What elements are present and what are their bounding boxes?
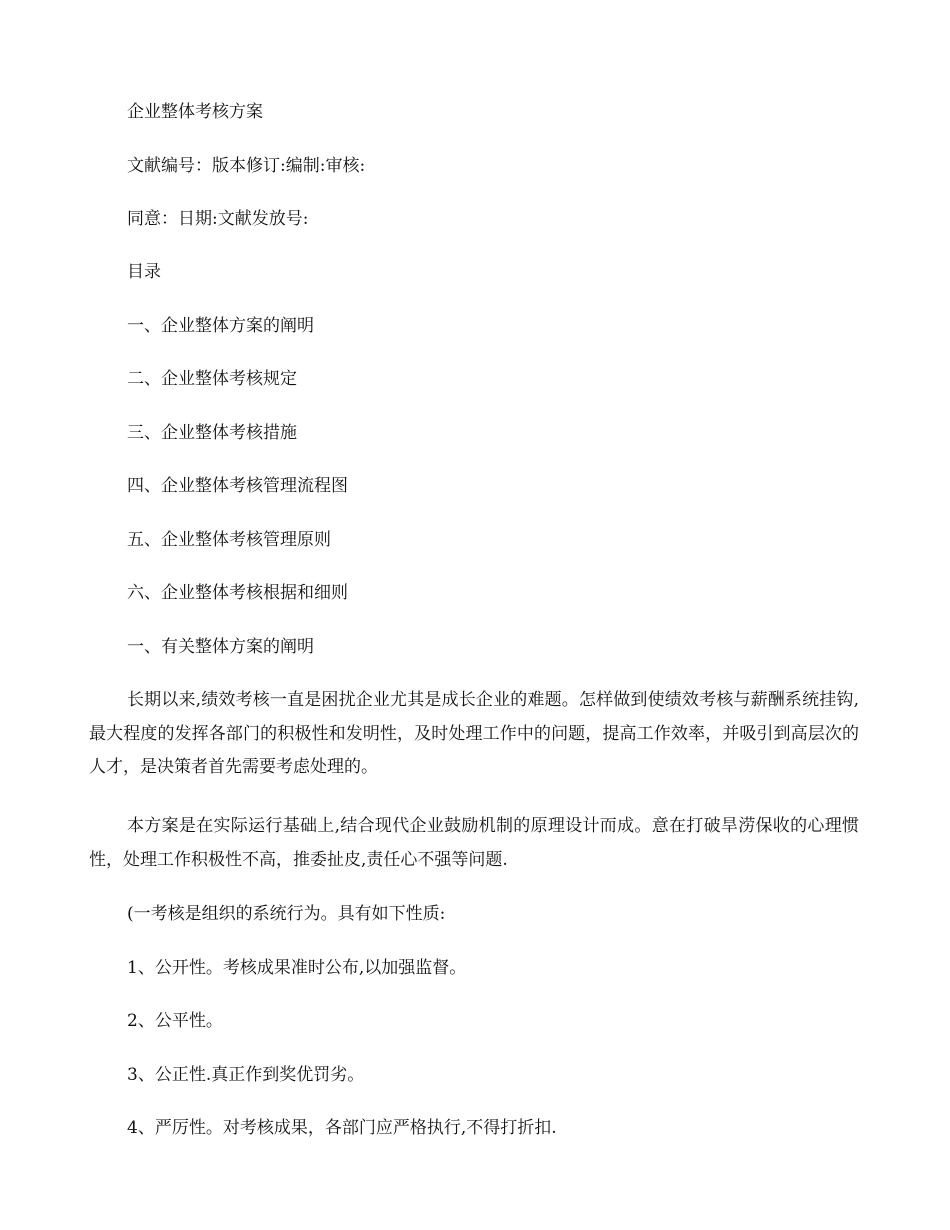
document-meta-line-1: 文献编号：版本修订:编制:审核: xyxy=(127,156,366,176)
toc-item: 四、企业整体考核管理流程图 xyxy=(127,476,348,496)
body-paragraph: 本方案是在实际运行基础上,结合现代企业鼓励机制的原理设计而成。意在打破旱涝保收的心理惯性，处理工作积极性不高，推委扯皮,责任心不强等问题. xyxy=(89,816,859,870)
toc-item: 五、企业整体考核管理原则 xyxy=(127,530,331,550)
subsection-heading: (一考核是组织的系统行为。具有如下性质: xyxy=(127,904,446,924)
toc-item: 六、企业整体考核根据和细则 xyxy=(127,583,348,603)
toc-heading: 目录 xyxy=(127,262,161,282)
section-heading: 一、有关整体方案的阐明 xyxy=(127,637,314,657)
body-paragraph: 长期以来,绩效考核一直是困扰企业尤其是成长企业的难题。怎样做到使绩效考核与薪酬系统挂钩,最大程度的发挥各部门的积极性和发明性，及时处理工作中的问题，提高工作效率，并吸引到高层次的人才，是决策者首先需要考虑处理的。 xyxy=(89,690,859,777)
property-item: 1、公开性。考核成果准时公布,以加强监督。 xyxy=(127,958,467,978)
toc-item: 二、企业整体考核规定 xyxy=(127,369,297,389)
document-meta-line-2: 同意：日期:文献发放号: xyxy=(127,209,309,229)
property-item: 4、严厉性。对考核成果，各部门应严格执行,不得打折扣. xyxy=(127,1118,557,1138)
property-item: 2、公平性。 xyxy=(127,1011,223,1031)
toc-item: 一、企业整体方案的阐明 xyxy=(127,316,314,336)
toc-item: 三、企业整体考核措施 xyxy=(127,423,297,443)
document-title: 企业整体考核方案 xyxy=(127,102,263,122)
property-item: 3、公正性.真正作到奖优罚劣。 xyxy=(127,1065,365,1085)
